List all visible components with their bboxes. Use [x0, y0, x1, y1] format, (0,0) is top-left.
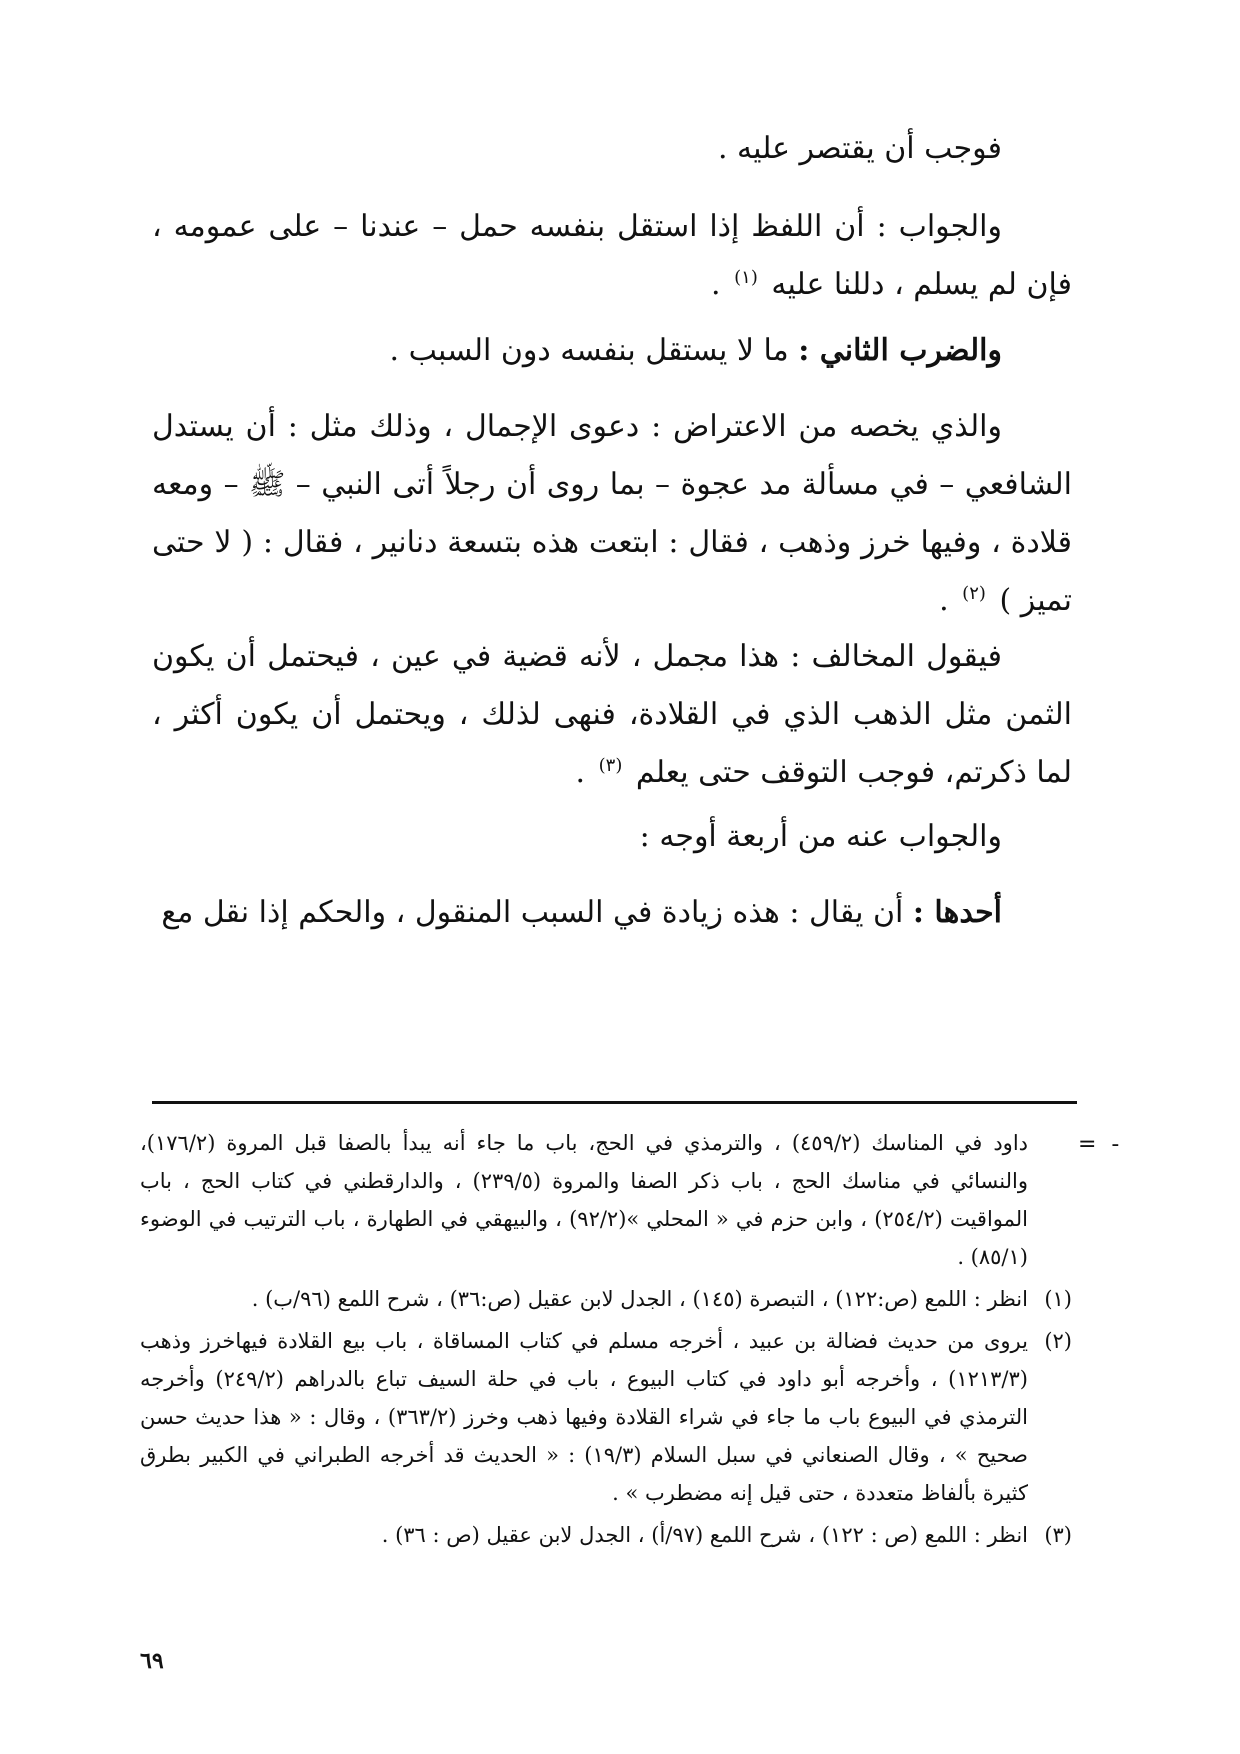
paragraph-5-end: . — [575, 755, 586, 790]
footnote-number: (٢) — [1044, 1329, 1072, 1353]
continuation-mark: = - — [1078, 1132, 1124, 1157]
footnote-3 — [140, 1516, 1072, 1554]
paragraph-2-text: والجواب : أن اللفظ إذا استقل بنفسه حمل – عندنا – على عمومه ، فإن لم يسلم ، دللنا عليه — [152, 209, 1072, 302]
footnote-ref-1: (١) — [734, 267, 758, 288]
footnote-ref-2: (٢) — [962, 583, 986, 604]
footnote-separator — [152, 1101, 1077, 1104]
footnote-1 — [140, 1280, 1072, 1318]
footnote-continuation — [140, 1124, 1072, 1276]
footnote-text: يروى من حديث فضالة بن عبيد ، أخرجه مسلم في كتاب المساقاة ، باب بيع القلادة فيهاخرز وذهب (١٢١٣/٣) ، وأخرجه أبو داود في كتاب البيوع ، باب في حلة السيف تباع بالدراهم (٢٤٩/٢) وأخرجه الترمذي في البيوع باب ما جاء في شراء القلادة وفيها ذهب وخرز (٣٦٣/٢) ، وقال : « هذا حديث حسن صحيح » ، وقال الصنعاني في سبل السلام (١٩/٣) : « الحديث قد أخرجه الطبراني في الكبير بطرق كثيرة بألفاظ متعددة ، حتى قيل إنه مضطرب » . — [140, 1329, 1029, 1505]
paragraph-5-text: فيقول المخالف : هذا مجمل ، لأنه قضية في عين ، فيحتمل أن يكون الثمن مثل الذهب الذي في القلادة، فنهى لذلك ، ويحتمل أن يكون أكثر ، لما ذكرتم، فوجب التوقف حتى يعلم — [152, 639, 1072, 790]
paragraph-2 — [152, 198, 1072, 314]
footnote-number: (٣) — [1044, 1523, 1072, 1547]
footnote-2 — [140, 1322, 1072, 1512]
footnote-number-blank — [1028, 1124, 1072, 1276]
footnote-ref-3: (٣) — [598, 755, 623, 776]
paragraph-7 — [152, 884, 1072, 942]
main-text-6 — [152, 808, 1072, 866]
footnote-text: انظر : اللمع (ص : ١٢٢) ، شرح اللمع (٩٧/أ) ، الجدل لابن عقيل (ص : ٣٦) . — [381, 1523, 1028, 1547]
main-text-2 — [152, 198, 1072, 314]
paragraph-1: فوجب أن يقتصر عليه . — [717, 131, 1002, 166]
main-text-4 — [152, 398, 1072, 630]
main-text-5 — [152, 628, 1072, 802]
footnote-text: انظر : اللمع (ص:١٢٢) ، التبصرة (١٤٥) ، الجدل لابن عقيل (ص:٣٦) ، شرح اللمع (٩٦/ب) . — [251, 1287, 1028, 1311]
paragraph-3 — [152, 322, 1072, 380]
paragraph-2-end: . — [711, 267, 721, 302]
main-text-3 — [152, 322, 1072, 380]
main-text — [152, 120, 1072, 178]
main-text-7 — [152, 884, 1072, 942]
paragraph-6: والجواب عنه من أربعة أوجه : — [639, 819, 1002, 854]
paragraph-7-text: أن يقال : هذه زيادة في السبب المنقول ، والحكم إذا نقل مع — [161, 895, 904, 930]
section-heading-second-type: والضرب الثاني : — [798, 333, 1002, 368]
paragraph-4-end: . — [939, 583, 949, 618]
paragraph-4-text: والذي يخصه من الاعتراض : دعوى الإجمال ، وذلك مثل : أن يستدل الشافعي – في مسألة مد عجوة – بما روى أن رجلاً أتى النبي – ﷺ – ومعه قلادة ، وفيها خرز وذهب ، فقال : ابتعت هذه بتسعة دنانير ، فقال : ( لا حتى تميز ) — [152, 409, 1072, 618]
footnote-continuation-text: داود في المناسك (٤٥٩/٢) ، والترمذي في الحج، باب ما جاء أنه يبدأ بالصفا قبل المروة (١٧٦/٢)، والنسائي في مناسك الحج ، باب ذكر الصفا والمروة (٢٣٩/٥) ، والدارقطني في كتاب الحج ، باب المواقيت (٢٥٤/٢) ، وابن حزم في « المحلي »(٩٢/٢) ، والبيهقي في الطهارة ، باب الترتيب في الوضوء (٨٥/١) . — [140, 1131, 1029, 1269]
page-number: ٦٩ — [140, 1648, 164, 1674]
paragraph-3-text: ما لا يستقل بنفسه دون السبب . — [389, 333, 789, 368]
paragraph-4 — [152, 398, 1072, 630]
paragraph-5 — [152, 628, 1072, 802]
footnotes — [140, 1124, 1072, 1558]
footnote-number: (١) — [1044, 1287, 1072, 1311]
first-answer-heading: أحدها : — [912, 895, 1002, 930]
